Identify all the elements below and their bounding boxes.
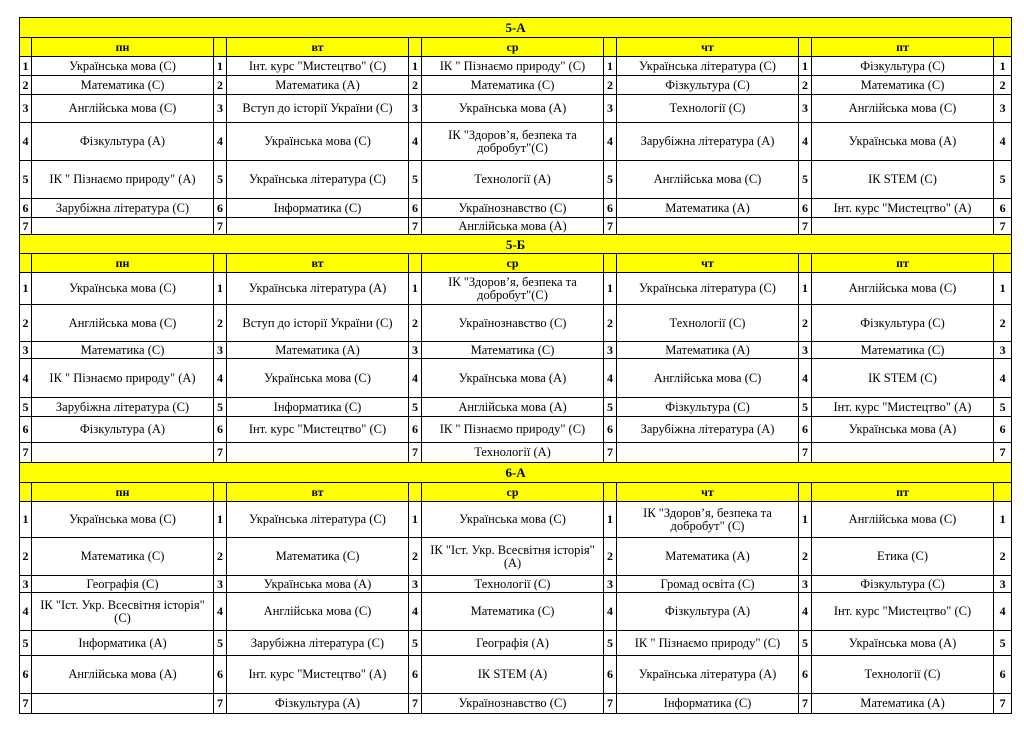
lesson-number: 2	[604, 305, 617, 342]
lesson-cell: Вступ до історії України (С)	[227, 305, 409, 342]
lesson-number: 3	[214, 342, 227, 359]
day-header: ср	[422, 254, 604, 273]
lesson-row	[20, 656, 1012, 694]
class-header-row	[20, 18, 1012, 38]
lesson-number: 2	[409, 538, 422, 576]
lesson-number: 7	[214, 443, 227, 463]
lesson-number: 5	[604, 161, 617, 199]
lesson-cell: Математика (С)	[227, 538, 409, 576]
lesson-cell	[617, 218, 799, 235]
day-header: вт	[227, 38, 409, 57]
schedule-table	[19, 17, 1012, 714]
lesson-cell: ІК STEM (А)	[422, 656, 604, 694]
lesson-number: 1	[604, 273, 617, 305]
lesson-number: 3	[20, 95, 32, 123]
lesson-number: 5	[20, 161, 32, 199]
lesson-number: 5	[994, 161, 1012, 199]
lesson-number: 7	[799, 694, 812, 714]
lesson-cell: Українська мова (А)	[812, 631, 994, 656]
lesson-number: 7	[214, 218, 227, 235]
lesson-number: 1	[214, 502, 227, 538]
lesson-number: 4	[994, 123, 1012, 161]
lesson-number: 1	[799, 57, 812, 76]
lesson-cell: Географія (С)	[32, 576, 214, 593]
lesson-cell: Англійська мова (С)	[812, 273, 994, 305]
lesson-cell: ІК "Здоров’я, безпека та добробут" (С)	[617, 502, 799, 538]
lesson-number: 1	[409, 57, 422, 76]
lesson-row	[20, 576, 1012, 593]
lesson-cell: Українська мова (С)	[32, 502, 214, 538]
lesson-cell: Англійська мова (С)	[617, 161, 799, 199]
lesson-number: 5	[994, 631, 1012, 656]
day-header-spacer	[214, 254, 227, 273]
lesson-cell: Математика (А)	[617, 538, 799, 576]
lesson-number: 3	[994, 95, 1012, 123]
lesson-cell: Фізкультура (С)	[812, 576, 994, 593]
lesson-number: 6	[604, 199, 617, 218]
lesson-row	[20, 76, 1012, 95]
day-header-spacer	[994, 483, 1012, 502]
lesson-number: 6	[409, 417, 422, 443]
lesson-cell: Англійська мова (А)	[422, 398, 604, 417]
lesson-number: 7	[994, 443, 1012, 463]
lesson-row	[20, 443, 1012, 463]
lesson-cell: Інт. курс "Мистецтво" (С)	[812, 593, 994, 631]
lesson-number: 6	[799, 417, 812, 443]
lesson-cell: ІК "Здоров’я, безпека та добробут"(С)	[422, 123, 604, 161]
lesson-cell	[812, 218, 994, 235]
lesson-number: 6	[799, 656, 812, 694]
lesson-cell: Математика (А)	[617, 199, 799, 218]
lesson-number: 2	[994, 538, 1012, 576]
lesson-row	[20, 305, 1012, 342]
lesson-number: 7	[409, 218, 422, 235]
lesson-number: 6	[994, 417, 1012, 443]
lesson-row	[20, 199, 1012, 218]
lesson-number: 3	[409, 95, 422, 123]
lesson-number: 4	[994, 593, 1012, 631]
lesson-number: 2	[214, 538, 227, 576]
lesson-cell: Українська мова (А)	[227, 576, 409, 593]
lesson-number: 7	[604, 443, 617, 463]
lesson-number: 7	[799, 443, 812, 463]
lesson-number: 2	[799, 538, 812, 576]
lesson-number: 3	[604, 576, 617, 593]
lesson-number: 7	[409, 694, 422, 714]
lesson-cell: Українська література (А)	[617, 656, 799, 694]
lesson-cell: Фізкультура (С)	[812, 305, 994, 342]
lesson-number: 1	[799, 273, 812, 305]
lesson-cell: Українська мова (А)	[812, 123, 994, 161]
lesson-cell: Українознавство (С)	[422, 694, 604, 714]
lesson-number: 1	[799, 502, 812, 538]
lesson-number: 3	[20, 576, 32, 593]
day-header-spacer	[20, 483, 32, 502]
lesson-number: 7	[20, 218, 32, 235]
lesson-number: 2	[20, 538, 32, 576]
lesson-number: 5	[409, 631, 422, 656]
lesson-cell: ІК "Іст. Укр. Всесвітня історія" (А)	[422, 538, 604, 576]
lesson-cell: Українська література (С)	[617, 273, 799, 305]
lesson-cell: Фізкультура (А)	[32, 417, 214, 443]
lesson-cell: Математика (С)	[32, 76, 214, 95]
lesson-number: 7	[409, 443, 422, 463]
lesson-number: 1	[20, 57, 32, 76]
lesson-cell: Українська мова (А)	[422, 359, 604, 398]
lesson-cell: Технології (А)	[422, 161, 604, 199]
day-header-spacer	[409, 254, 422, 273]
lesson-cell: Англійська мова (С)	[812, 95, 994, 123]
lesson-cell: Етика (С)	[812, 538, 994, 576]
day-header: пт	[812, 483, 994, 502]
lesson-cell: Технології (С)	[422, 576, 604, 593]
lesson-cell: Математика (С)	[812, 76, 994, 95]
lesson-cell: ІК "Здоров’я, безпека та добробут"(С)	[422, 273, 604, 305]
lesson-cell: Зарубіжна література (С)	[227, 631, 409, 656]
lesson-cell: Інт. курс "Мистецтво" (А)	[812, 199, 994, 218]
lesson-number: 4	[604, 593, 617, 631]
lesson-cell: Зарубіжна література (С)	[32, 398, 214, 417]
lesson-cell: Технології (С)	[617, 95, 799, 123]
lesson-number: 2	[799, 76, 812, 95]
lesson-row	[20, 538, 1012, 576]
lesson-cell: Інформатика (С)	[617, 694, 799, 714]
lesson-number: 6	[409, 199, 422, 218]
lesson-row	[20, 218, 1012, 235]
lesson-cell: Англійська мова (С)	[32, 305, 214, 342]
lesson-row	[20, 694, 1012, 714]
lesson-cell: Фізкультура (А)	[227, 694, 409, 714]
lesson-number: 7	[20, 443, 32, 463]
lesson-number: 1	[20, 273, 32, 305]
lesson-cell: ІК "Іст. Укр. Всесвітня історія" (С)	[32, 593, 214, 631]
class-header-row	[20, 463, 1012, 483]
day-header: вт	[227, 483, 409, 502]
lesson-number: 4	[20, 593, 32, 631]
lesson-cell: Фізкультура (А)	[617, 593, 799, 631]
class-title: 6-А	[20, 463, 1012, 483]
lesson-number: 2	[409, 305, 422, 342]
lesson-cell: Географія (А)	[422, 631, 604, 656]
lesson-number: 3	[214, 95, 227, 123]
lesson-row	[20, 123, 1012, 161]
day-header-row	[20, 483, 1012, 502]
lesson-number: 7	[604, 218, 617, 235]
lesson-cell: Українська література (А)	[227, 273, 409, 305]
day-header-spacer	[604, 38, 617, 57]
lesson-cell: Зарубіжна література (А)	[617, 123, 799, 161]
lesson-number: 3	[409, 342, 422, 359]
lesson-number: 5	[214, 398, 227, 417]
lesson-number: 6	[604, 656, 617, 694]
day-header-row	[20, 254, 1012, 273]
class-title: 5-Б	[20, 235, 1012, 254]
day-header: пн	[32, 483, 214, 502]
day-header: пн	[32, 254, 214, 273]
lesson-cell: Математика (С)	[32, 538, 214, 576]
lesson-number: 4	[214, 123, 227, 161]
lesson-number: 5	[214, 631, 227, 656]
lesson-number: 1	[409, 273, 422, 305]
lesson-cell	[812, 443, 994, 463]
day-header-spacer	[214, 483, 227, 502]
lesson-number: 5	[799, 631, 812, 656]
lesson-number: 3	[214, 576, 227, 593]
day-header-spacer	[799, 254, 812, 273]
lesson-number: 2	[20, 76, 32, 95]
lesson-number: 4	[799, 593, 812, 631]
lesson-cell: Математика (С)	[32, 342, 214, 359]
lesson-cell: Математика (С)	[422, 593, 604, 631]
lesson-cell: Англійська мова (А)	[422, 218, 604, 235]
lesson-number: 1	[994, 57, 1012, 76]
lesson-number: 5	[994, 398, 1012, 417]
lesson-number: 5	[20, 631, 32, 656]
lesson-row	[20, 398, 1012, 417]
lesson-number: 6	[994, 656, 1012, 694]
lesson-number: 4	[799, 123, 812, 161]
lesson-cell: Зарубіжна література (А)	[617, 417, 799, 443]
lesson-number: 2	[214, 76, 227, 95]
day-header-spacer	[20, 38, 32, 57]
lesson-number: 5	[409, 398, 422, 417]
lesson-cell: Українознавство (С)	[422, 305, 604, 342]
lesson-row	[20, 57, 1012, 76]
day-header: чт	[617, 38, 799, 57]
lesson-number: 2	[994, 76, 1012, 95]
lesson-cell: ІК STEM (С)	[812, 359, 994, 398]
lesson-number: 3	[799, 576, 812, 593]
lesson-cell: Англійська мова (С)	[32, 95, 214, 123]
lesson-cell: Інформатика (А)	[32, 631, 214, 656]
lesson-cell: Математика (А)	[227, 76, 409, 95]
lesson-number: 3	[20, 342, 32, 359]
lesson-row	[20, 417, 1012, 443]
lesson-number: 6	[799, 199, 812, 218]
lesson-cell: ІК " Пізнаємо природу" (А)	[32, 161, 214, 199]
lesson-number: 5	[214, 161, 227, 199]
lesson-cell: Інформатика (С)	[227, 398, 409, 417]
lesson-cell: Українська література (С)	[227, 502, 409, 538]
lesson-cell: Технології (А)	[422, 443, 604, 463]
lesson-cell: Українська мова (С)	[32, 57, 214, 76]
lesson-number: 6	[994, 199, 1012, 218]
lesson-number: 6	[20, 199, 32, 218]
lesson-cell: Вступ до історії України (С)	[227, 95, 409, 123]
lesson-cell: Математика (А)	[227, 342, 409, 359]
lesson-number: 2	[214, 305, 227, 342]
lesson-cell: Англійська мова (С)	[812, 502, 994, 538]
lesson-cell: Англійська мова (А)	[32, 656, 214, 694]
lesson-cell: ІК STEM (С)	[812, 161, 994, 199]
lesson-cell: Фізкультура (С)	[812, 57, 994, 76]
lesson-cell: Українська мова (С)	[32, 273, 214, 305]
day-header-spacer	[799, 483, 812, 502]
lesson-number: 6	[604, 417, 617, 443]
day-header: ср	[422, 38, 604, 57]
lesson-cell: Фізкультура (С)	[617, 398, 799, 417]
day-header-spacer	[20, 254, 32, 273]
lesson-cell	[32, 443, 214, 463]
lesson-cell: ІК " Пізнаємо природу" (С)	[617, 631, 799, 656]
lesson-cell: Українська література (С)	[617, 57, 799, 76]
lesson-number: 7	[214, 694, 227, 714]
lesson-cell: Українська мова (А)	[422, 95, 604, 123]
lesson-number: 2	[20, 305, 32, 342]
lesson-number: 6	[20, 656, 32, 694]
lesson-cell: Інт. курс "Мистецтво" (С)	[227, 417, 409, 443]
lesson-number: 1	[604, 502, 617, 538]
lesson-cell: ІК " Пізнаємо природу" (С)	[422, 417, 604, 443]
lesson-number: 6	[214, 417, 227, 443]
lesson-row	[20, 502, 1012, 538]
lesson-number: 2	[994, 305, 1012, 342]
lesson-number: 5	[799, 398, 812, 417]
lesson-cell: Громад освіта (С)	[617, 576, 799, 593]
lesson-number: 2	[604, 76, 617, 95]
lesson-number: 1	[20, 502, 32, 538]
day-header: пн	[32, 38, 214, 57]
lesson-number: 3	[799, 342, 812, 359]
lesson-row	[20, 342, 1012, 359]
lesson-number: 5	[409, 161, 422, 199]
lesson-number: 3	[604, 95, 617, 123]
day-header: чт	[617, 254, 799, 273]
lesson-number: 6	[409, 656, 422, 694]
lesson-cell: Фізкультура (С)	[617, 76, 799, 95]
lesson-cell	[32, 694, 214, 714]
lesson-cell: Українська література (С)	[227, 161, 409, 199]
lesson-number: 1	[214, 273, 227, 305]
lesson-number: 1	[409, 502, 422, 538]
lesson-number: 5	[604, 398, 617, 417]
day-header-spacer	[409, 483, 422, 502]
day-header: ср	[422, 483, 604, 502]
lesson-number: 7	[20, 694, 32, 714]
lesson-cell: Інт. курс "Мистецтво" (С)	[227, 57, 409, 76]
lesson-row	[20, 161, 1012, 199]
lesson-number: 4	[20, 359, 32, 398]
lesson-number: 2	[409, 76, 422, 95]
lesson-number: 3	[994, 576, 1012, 593]
lesson-cell: Математика (С)	[422, 342, 604, 359]
lesson-number: 7	[799, 218, 812, 235]
lesson-number: 1	[604, 57, 617, 76]
lesson-number: 6	[214, 199, 227, 218]
lesson-number: 1	[994, 502, 1012, 538]
day-header-spacer	[799, 38, 812, 57]
lesson-number: 4	[604, 359, 617, 398]
day-header: пт	[812, 254, 994, 273]
lesson-cell	[227, 218, 409, 235]
day-header-spacer	[994, 38, 1012, 57]
day-header: чт	[617, 483, 799, 502]
day-header: вт	[227, 254, 409, 273]
day-header-spacer	[994, 254, 1012, 273]
lesson-cell: Фізкультура (А)	[32, 123, 214, 161]
lesson-number: 4	[604, 123, 617, 161]
lesson-cell: Українознавство (С)	[422, 199, 604, 218]
lesson-cell: Інт. курс "Мистецтво" (А)	[227, 656, 409, 694]
lesson-number: 5	[604, 631, 617, 656]
lesson-row	[20, 273, 1012, 305]
lesson-number: 3	[799, 95, 812, 123]
lesson-number: 1	[994, 273, 1012, 305]
lesson-row	[20, 593, 1012, 631]
lesson-cell: Технології (С)	[812, 656, 994, 694]
lesson-number: 2	[799, 305, 812, 342]
lesson-number: 5	[799, 161, 812, 199]
lesson-cell: ІК " Пізнаємо природу" (С)	[422, 57, 604, 76]
lesson-cell: Українська мова (С)	[422, 502, 604, 538]
lesson-number: 2	[604, 538, 617, 576]
day-header: пт	[812, 38, 994, 57]
lesson-cell: Математика (А)	[617, 342, 799, 359]
lesson-number: 5	[20, 398, 32, 417]
lesson-number: 3	[604, 342, 617, 359]
lesson-number: 4	[994, 359, 1012, 398]
lesson-number: 4	[214, 593, 227, 631]
lesson-cell	[617, 443, 799, 463]
lesson-cell: ІК " Пізнаємо природу" (А)	[32, 359, 214, 398]
lesson-number: 7	[994, 694, 1012, 714]
lesson-number: 6	[214, 656, 227, 694]
lesson-number: 3	[409, 576, 422, 593]
lesson-cell	[32, 218, 214, 235]
lesson-number: 4	[214, 359, 227, 398]
lesson-cell	[227, 443, 409, 463]
day-header-spacer	[214, 38, 227, 57]
class-header-row	[20, 235, 1012, 254]
lesson-cell: Українська мова (С)	[227, 123, 409, 161]
lesson-number: 4	[409, 123, 422, 161]
day-header-spacer	[604, 254, 617, 273]
day-header-spacer	[409, 38, 422, 57]
lesson-number: 6	[20, 417, 32, 443]
lesson-cell: Українська мова (С)	[227, 359, 409, 398]
lesson-row	[20, 359, 1012, 398]
lesson-cell: Технології (С)	[617, 305, 799, 342]
lesson-row	[20, 95, 1012, 123]
lesson-cell: Математика (С)	[812, 342, 994, 359]
lesson-row	[20, 631, 1012, 656]
lesson-cell: Українська мова (А)	[812, 417, 994, 443]
lesson-number: 4	[409, 359, 422, 398]
class-title: 5-А	[20, 18, 1012, 38]
lesson-cell: Англійська мова (С)	[617, 359, 799, 398]
lesson-number: 3	[994, 342, 1012, 359]
lesson-cell: Англійська мова (С)	[227, 593, 409, 631]
day-header-row	[20, 38, 1012, 57]
day-header-spacer	[604, 483, 617, 502]
lesson-number: 7	[994, 218, 1012, 235]
lesson-number: 4	[20, 123, 32, 161]
lesson-number: 1	[214, 57, 227, 76]
lesson-cell: Інформатика (С)	[227, 199, 409, 218]
lesson-number: 4	[409, 593, 422, 631]
lesson-number: 7	[604, 694, 617, 714]
lesson-number: 4	[799, 359, 812, 398]
lesson-cell: Математика (А)	[812, 694, 994, 714]
lesson-cell: Математика (С)	[422, 76, 604, 95]
lesson-cell: Інт. курс "Мистецтво" (А)	[812, 398, 994, 417]
lesson-cell: Зарубіжна література (С)	[32, 199, 214, 218]
